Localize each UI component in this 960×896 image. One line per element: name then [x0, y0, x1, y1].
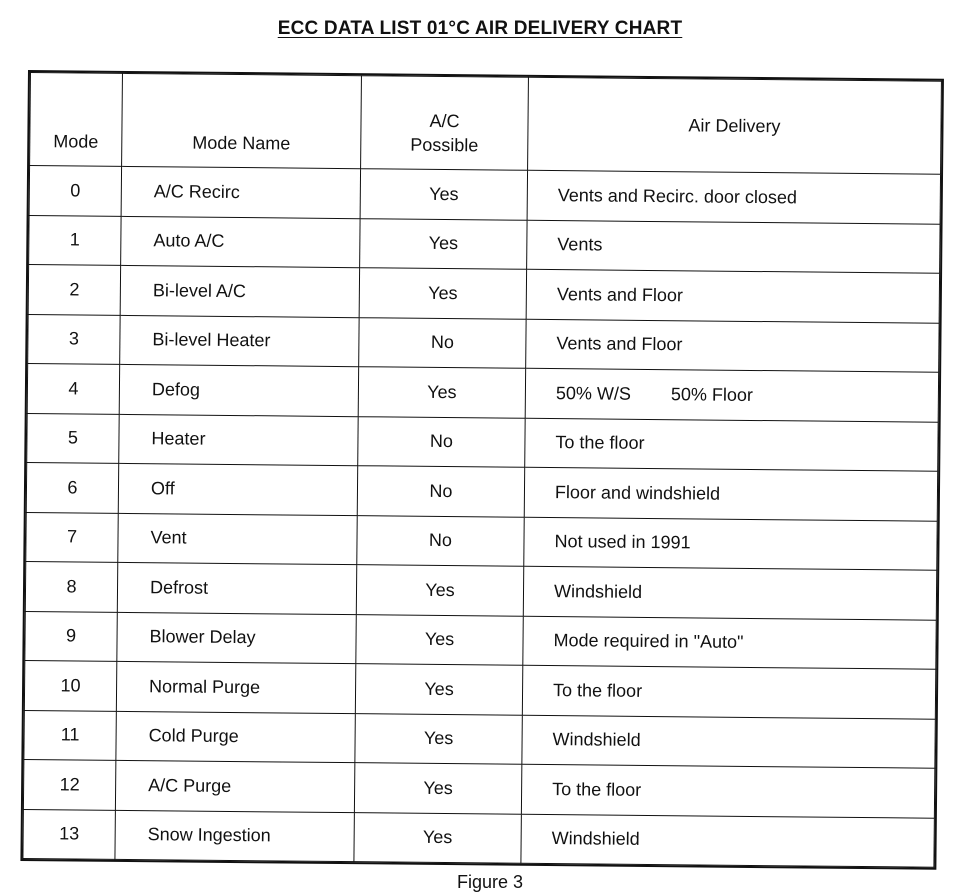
cell-ac-possible: Yes — [360, 169, 527, 220]
cell-mode: 13 — [23, 809, 115, 859]
cell-mode: 10 — [24, 660, 116, 710]
cell-mode-name: Auto A/C — [121, 216, 360, 268]
cell-mode-name: Vent — [118, 513, 357, 565]
table-row — [28, 314, 939, 372]
cell-ac-possible: No — [359, 317, 526, 368]
table-row — [24, 660, 935, 718]
cell-ac-possible: Yes — [355, 664, 522, 715]
cell-mode-name: Off — [118, 463, 357, 515]
cell-air-delivery: To the floor — [525, 418, 938, 471]
cell-ac-possible: Yes — [355, 713, 522, 764]
header-mode: Mode — [30, 73, 123, 167]
cell-mode: 12 — [23, 759, 115, 809]
cell-mode-name: Cold Purge — [116, 711, 355, 763]
cell-mode: 3 — [28, 314, 120, 364]
cell-mode: 0 — [29, 166, 121, 216]
cell-ac-possible: Yes — [354, 812, 521, 863]
table-row — [25, 611, 936, 669]
chart-title: ECC DATA LIST 01°C AIR DELIVERY CHART — [277, 18, 683, 39]
cell-mode: 1 — [29, 215, 121, 265]
cell-mode-name: A/C Recirc — [121, 166, 360, 218]
cell-mode: 11 — [24, 710, 116, 760]
header-air-delivery: Air Delivery — [528, 77, 942, 174]
figure-caption: Figure 3 — [456, 872, 524, 892]
table-row — [25, 562, 936, 620]
cell-air-delivery: 50% W/S 50% Floor — [525, 368, 938, 421]
cell-ac-possible: Yes — [360, 218, 527, 269]
cell-ac-possible: No — [357, 515, 524, 566]
table-row — [23, 809, 934, 867]
cell-air-delivery: Windshield — [522, 715, 935, 768]
table-row — [26, 463, 937, 521]
cell-air-delivery: Windshield — [523, 566, 936, 619]
cell-ac-possible: No — [357, 466, 524, 517]
header-mode-name: Mode Name — [122, 73, 362, 168]
cell-air-delivery: Windshield — [521, 814, 934, 867]
cell-mode: 6 — [26, 463, 118, 513]
header-ac-line2: Possible — [410, 134, 479, 156]
air-delivery-table-frame — [20, 70, 944, 870]
table-row — [27, 413, 938, 471]
cell-air-delivery: Not used in 1991 — [524, 517, 937, 570]
table-row — [27, 364, 938, 422]
cell-mode-name: Blower Delay — [117, 612, 356, 664]
table-row — [29, 215, 940, 273]
cell-ac-possible: Yes — [359, 268, 526, 319]
cell-air-delivery: To the floor — [522, 665, 935, 718]
cell-mode: 7 — [26, 512, 118, 562]
cell-mode-name: Normal Purge — [116, 661, 355, 713]
cell-mode-name: Defog — [119, 364, 358, 416]
cell-ac-possible: Yes — [354, 763, 521, 814]
cell-air-delivery: Vents and Recirc. door closed — [527, 170, 940, 223]
cell-ac-possible: Yes — [356, 614, 523, 665]
cell-air-delivery: To the floor — [521, 764, 934, 817]
cell-ac-possible: No — [358, 416, 525, 467]
cell-mode: 5 — [27, 413, 119, 463]
cell-mode-name: Heater — [119, 414, 358, 466]
air-delivery-table — [22, 72, 942, 868]
cell-air-delivery: Floor and windshield — [524, 467, 937, 520]
cell-mode-name: Defrost — [117, 562, 356, 614]
header-ac-line1: A/C — [429, 110, 460, 132]
table-row — [26, 512, 937, 570]
header-ac-possible — [361, 76, 529, 171]
cell-air-delivery: Vents and Floor — [526, 269, 939, 322]
cell-mode: 4 — [27, 364, 119, 414]
cell-mode: 8 — [25, 562, 117, 612]
cell-mode-name: Snow Ingestion — [115, 810, 354, 862]
table-row — [24, 710, 935, 768]
table-row — [28, 265, 939, 323]
cell-air-delivery: Mode required in "Auto" — [523, 616, 936, 669]
cell-ac-possible: Yes — [358, 367, 525, 418]
cell-mode-name: A/C Purge — [115, 760, 354, 812]
table-header-row — [30, 73, 942, 175]
table-row — [23, 759, 934, 817]
cell-ac-possible: Yes — [356, 565, 523, 616]
cell-mode-name: Bi-level Heater — [120, 315, 359, 367]
cell-mode: 9 — [25, 611, 117, 661]
table-row — [29, 166, 940, 224]
cell-mode-name: Bi-level A/C — [120, 265, 359, 317]
cell-air-delivery: Vents — [527, 220, 940, 273]
cell-mode: 2 — [28, 265, 120, 315]
cell-air-delivery: Vents and Floor — [526, 319, 939, 372]
